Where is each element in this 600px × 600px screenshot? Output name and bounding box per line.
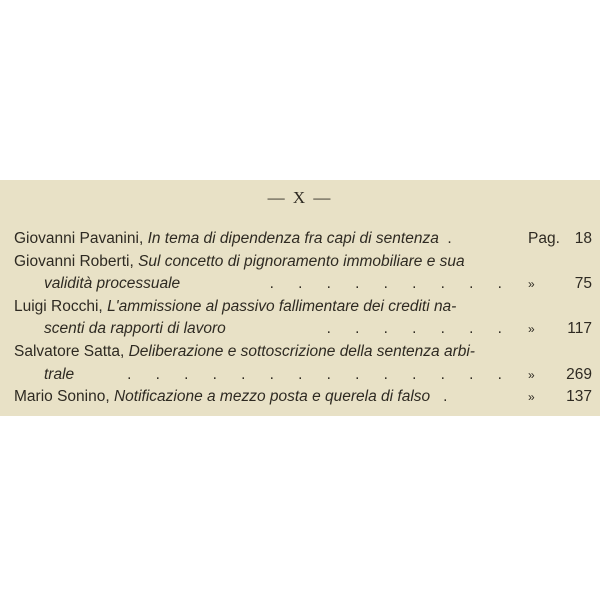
toc-entry <box>14 386 592 409</box>
entry-title-continued: trale <box>44 365 75 383</box>
page-reference <box>520 273 592 296</box>
page-marker: » <box>528 277 535 292</box>
page-number: — X — <box>267 188 333 207</box>
toc-entry <box>14 341 592 386</box>
toc-line <box>14 318 592 341</box>
toc-entry <box>14 228 592 251</box>
table-of-contents <box>14 228 592 409</box>
entry-title: L'ammissione al passivo fallimentare dei crediti na- <box>107 297 457 315</box>
leader-dots: . . . . . . . . . . . . . . <box>127 365 502 383</box>
toc-entry <box>14 296 592 341</box>
page-marker: » <box>528 390 535 405</box>
leader-dot: . <box>434 388 448 406</box>
entry-author: Giovanni Roberti, <box>14 252 134 270</box>
entry-title-continued: scenti da rapporti di lavoro <box>44 320 226 338</box>
entry-author: Mario Sonino, <box>14 388 110 406</box>
entry-author: Giovanni Pavanini, <box>14 230 144 247</box>
page-number-ref: 117 <box>567 320 592 338</box>
page-marker: » <box>528 322 535 337</box>
toc-line <box>14 228 592 251</box>
entry-author: Salvatore Satta, <box>14 342 125 360</box>
toc-line <box>14 386 592 409</box>
page-number-ref: 75 <box>574 275 592 293</box>
entry-title: Notificazione a mezzo posta e querela di falso <box>113 388 431 406</box>
page-number-ref: 18 <box>574 230 592 247</box>
page-reference <box>520 364 592 387</box>
toc-line <box>14 273 592 296</box>
entry-title: Deliberazione e sottoscrizione della sentenza arbi- <box>128 342 475 360</box>
leader-dots: . . . . . . . . . <box>269 275 502 293</box>
page-marker: Pag. <box>528 230 560 247</box>
page-reference <box>520 386 592 409</box>
toc-line <box>14 364 592 387</box>
page-number-ref: 137 <box>566 388 592 406</box>
toc-line <box>14 296 592 319</box>
toc-line <box>14 251 592 274</box>
leader-dots: . . . . . . . <box>326 320 502 338</box>
toc-line <box>14 341 592 364</box>
page-reference <box>520 318 592 341</box>
page-marker: » <box>528 367 535 382</box>
entry-title: Sul concetto di pignoramento immobiliare e sua <box>138 252 465 270</box>
entry-title-continued: validità processuale <box>44 275 181 293</box>
page-number-ref: 269 <box>566 365 592 383</box>
leader-dot: . <box>443 230 452 247</box>
book-page <box>0 180 600 416</box>
entry-author: Luigi Rocchi, <box>14 297 103 315</box>
entry-title: In tema di dipendenza fra capi di sentenza <box>147 230 439 247</box>
toc-entry <box>14 251 592 296</box>
page-reference <box>520 228 592 251</box>
